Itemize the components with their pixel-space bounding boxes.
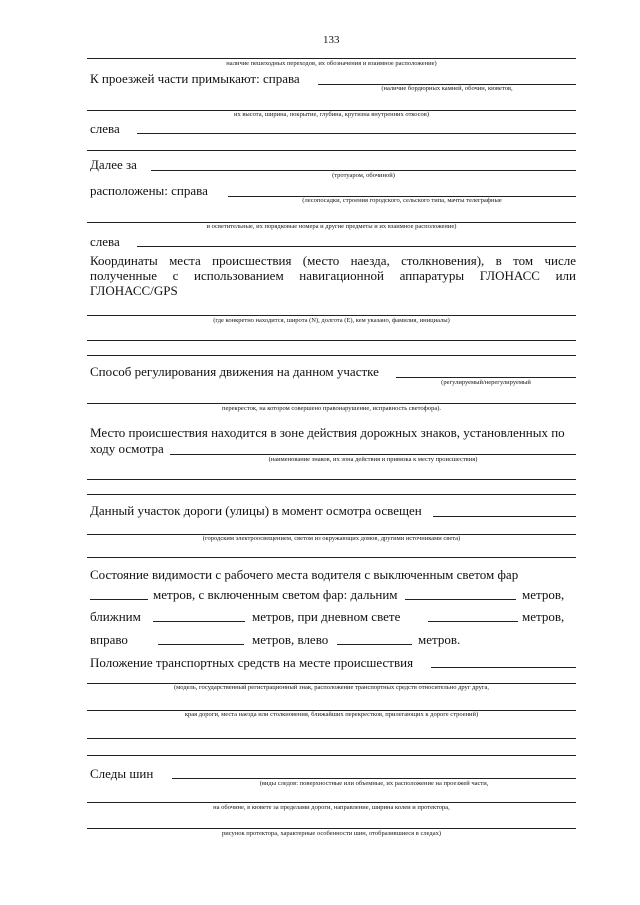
regulation-label: Способ регулирования движения на данном участке <box>90 364 379 379</box>
page-number: 133 <box>323 34 340 46</box>
form-line[interactable] <box>87 150 576 151</box>
left-label: слева <box>90 234 120 249</box>
left-field[interactable] <box>137 133 576 134</box>
form-line <box>87 58 576 59</box>
left-label: слева <box>90 121 120 136</box>
regulation-field[interactable] <box>396 377 576 378</box>
located-right-label: расположены: справа <box>90 183 208 198</box>
visibility-high-label: метров, с включенным светом фар: дальним <box>153 587 398 602</box>
lighting-field[interactable] <box>433 516 576 517</box>
form-line[interactable] <box>87 557 576 558</box>
right-label: вправо <box>90 632 128 647</box>
form-line[interactable] <box>87 802 576 803</box>
daylight-label: метров, при дневном свете <box>252 609 401 624</box>
signs-label-cont: ходу осмотра <box>90 441 164 456</box>
field-hint: (наличие бордюрных камней, обочин, кюветов, <box>381 85 513 92</box>
signs-label: Место происшествия находится в зоне действия дорожных знаков, установленных по <box>90 425 565 440</box>
field-hint: наличие пешеходных переходов, их обозначения и взаимное расположение) <box>226 60 437 67</box>
field-hint: (виды следов: поверхностные или объемные, их расположение на проезжей части, <box>259 780 489 787</box>
adjoin-right-label: К проезжей части примыкают: справа <box>90 71 300 86</box>
vehicles-field[interactable] <box>431 667 576 668</box>
field-hint: (городским электроосвещением, светом из окружающих домов, другими источниками света) <box>202 535 461 542</box>
form-line[interactable] <box>87 494 576 495</box>
field-hint: рисунок протектора, характерные особенности шин, отобразившиеся в следах) <box>221 830 441 837</box>
daylight-field[interactable] <box>428 621 518 622</box>
visibility-label: Состояние видимости с рабочего места водителя с выключенным светом фар <box>90 567 519 582</box>
field-hint: (где конкретно находится, широта (N), долгота (E), кем указано, фамилия, инициалы) <box>213 317 450 324</box>
meters-unit: метров, <box>522 587 565 602</box>
field-hint: на обочине, в кювете за пределами дороги, направление, ширина колеи и протектора, <box>213 804 450 811</box>
field-hint: (регулируемый/нерегулируемый <box>441 379 531 386</box>
further-label: Далее за <box>90 157 137 172</box>
left-distance-field[interactable] <box>337 644 412 645</box>
form-line[interactable] <box>87 828 576 829</box>
meters-unit: метров. <box>418 632 461 647</box>
field-hint: их высота, ширина, покрытие, глубина, крутизна внутренних откосов) <box>233 111 430 118</box>
form-line[interactable] <box>87 403 576 404</box>
high-beam-field[interactable] <box>405 599 516 600</box>
form-line[interactable] <box>87 738 576 739</box>
form-line[interactable] <box>87 340 576 341</box>
signs-field[interactable] <box>170 454 576 455</box>
near-beam-label: ближним <box>90 609 141 624</box>
field-hint: (тротуаром, обочиной) <box>332 172 395 179</box>
field-hint: (наименование знаков, их зона действия и привязка к месту происшествия) <box>268 456 478 463</box>
field-hint: перекресток, на котором совершено правонарушение, исправность светофора). <box>222 405 441 412</box>
left-field[interactable] <box>137 246 576 247</box>
coordinates-field[interactable] <box>87 315 576 316</box>
form-line[interactable] <box>87 479 576 480</box>
field-hint: края дороги, места наезда или столкновения, ближайших перекрестков, прилегающих к дороге строений) <box>184 711 479 718</box>
meters-unit: метров, <box>522 609 565 624</box>
field-hint: (лесопосадки, строения городского, сельского типа, мачты телеграфные <box>302 197 502 204</box>
left-distance-label: метров, влево <box>252 632 329 647</box>
coordinates-label: Координаты места происшествия (место наезда, столкновения), в том числе полученные с использованием навигационной аппаратуры ГЛОНАСС или ГЛОНАСС/GPS <box>90 253 576 298</box>
near-beam-field[interactable] <box>153 621 245 622</box>
field-hint: и осветительные, их порядковые номера и другие предметы и их взаимное расположение) <box>206 223 457 230</box>
tires-field[interactable] <box>172 778 576 779</box>
lighting-label: Данный участок дороги (улицы) в момент осмотра освещен <box>90 503 422 518</box>
form-line[interactable] <box>87 755 576 756</box>
field-hint: (модель, государственный регистрационный знак, расположение транспортных средств относительно друг друга, <box>174 684 489 691</box>
vehicles-label: Положение транспортных средств на месте происшествия <box>90 655 414 670</box>
right-field[interactable] <box>158 644 244 645</box>
further-field[interactable] <box>151 170 576 171</box>
form-line[interactable] <box>87 355 576 356</box>
visibility-off-field[interactable] <box>90 599 148 600</box>
tires-label: Следы шин <box>90 766 154 781</box>
